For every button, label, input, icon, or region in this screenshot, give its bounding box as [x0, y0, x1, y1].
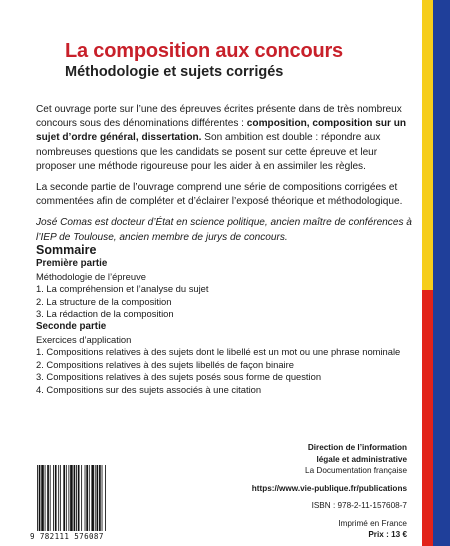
description-p1-start: Cet ouvrage porte sur l’une des épreuves écrites présente dans de très nombreux concours sous des dénominations différentes :: [36, 104, 402, 130]
description-paragraph-2: La seconde partie de l’ouvrage comprend une série de compositions corrigées et commentées afin de compléter et d’éclairer l’exposé théorique et méthodologique.: [36, 182, 403, 208]
toc-item: 3. Compositions relatives à des sujets posés sous forme de question: [36, 371, 322, 383]
barcode-number: 9 782111 576087: [30, 532, 104, 541]
part-1-label: Première partie: [36, 258, 108, 269]
description-paragraph-1: [36, 103, 416, 174]
book-title: La composition aux concours: [65, 40, 343, 62]
price: Prix : 13 €: [368, 530, 407, 539]
barcode-icon: [36, 465, 128, 531]
publisher-url: https://www.vie-publique.fr/publications: [251, 483, 407, 493]
red-stripe: [422, 290, 433, 546]
yellow-stripe: [422, 0, 433, 290]
table-of-contents: [36, 243, 416, 397]
blue-stripe: [433, 0, 450, 546]
summary-heading: Sommaire: [36, 243, 97, 257]
publisher-name: La Documentation française: [305, 466, 407, 475]
isbn: ISBN : 978-2-11-157608-7: [311, 501, 407, 510]
publisher-info: [227, 442, 407, 541]
printed-in: Imprimé en France: [338, 518, 407, 528]
description-p1-bold: composition, composition sur un sujet d’ordre général, dissertation.: [36, 118, 407, 144]
description-p1-end: Son ambition est double : répondre aux nombreuses questions que les candidats se posent sur cette épreuve et leur proposer une méthode rigoureuse pour les aider à en assimiler les règles.: [36, 132, 381, 172]
part-2-title: Exercices d’application: [36, 333, 132, 345]
toc-item: 1. Compositions relatives à des sujets dont le libellé est un mot ou une phrase nominale: [36, 346, 401, 358]
toc-item: 4. Compositions sur des sujets associés à une citation: [36, 383, 262, 395]
publisher-line-2: légale et administrative: [316, 454, 407, 464]
part-2-label: Seconde partie: [36, 320, 107, 332]
part-1-title: Méthodologie de l’épreuve: [36, 270, 146, 282]
book-subtitle: Méthodologie et sujets corrigés: [65, 64, 284, 80]
toc-item: 3. La rédaction de la composition: [36, 308, 174, 320]
publisher-line-1: Direction de l’information: [307, 443, 407, 452]
toc-item: 1. La compréhension et l’analyse du sujet: [36, 283, 209, 295]
toc-item: 2. Compositions relatives à des sujets libellés de façon binaire: [36, 358, 294, 370]
description: [36, 103, 416, 252]
toc-item: 2. La structure de la composition: [36, 295, 172, 307]
author-bio: José Comas est docteur d’État en science politique, ancien maître de conférences à l’IEP de Toulouse, ancien membre de jurys de concours.: [36, 217, 412, 243]
